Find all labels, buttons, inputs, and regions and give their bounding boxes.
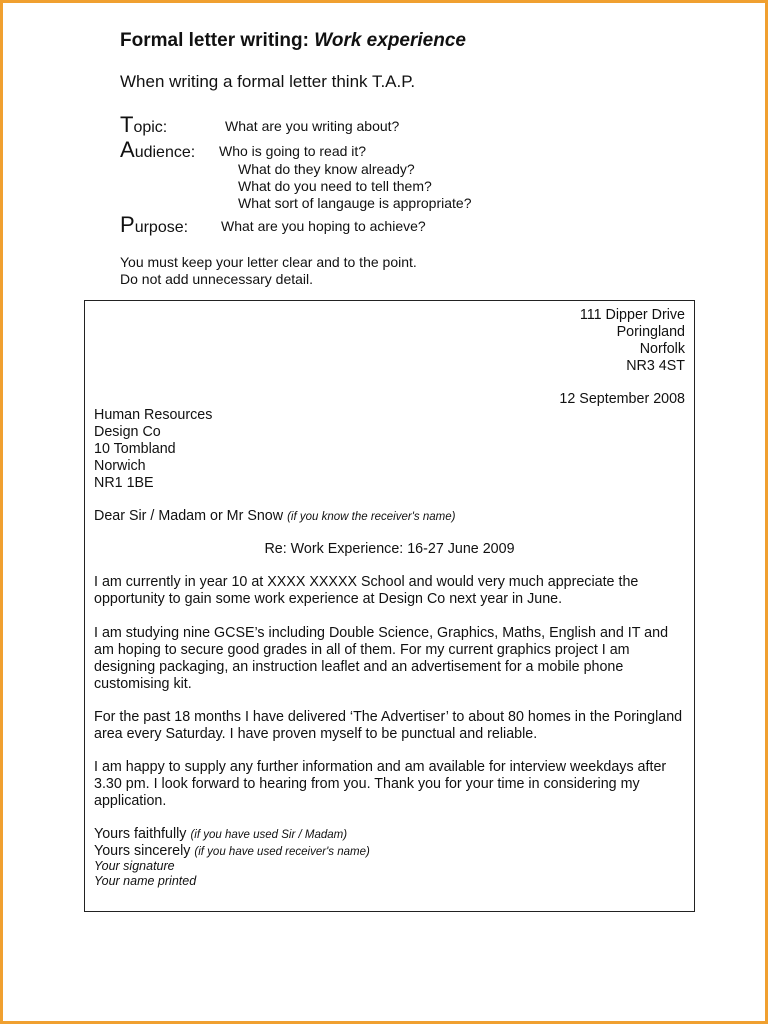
closing-sincerely-text: Yours sincerely <box>94 843 191 859</box>
closing-faithfully <box>94 826 347 844</box>
note-line: Do not add unnecessary detail. <box>120 271 314 287</box>
salutation <box>94 508 455 526</box>
tap-purpose-question: What are you hoping to achieve? <box>221 218 426 234</box>
recipient-address-line: 10 Tombland <box>94 441 176 457</box>
closing-faithfully-text: Yours faithfully <box>94 826 187 842</box>
closing-sincerely-note: (if you have used receiver's name) <box>194 846 370 858</box>
salutation-text: Dear Sir / Madam or Mr Snow <box>94 508 284 524</box>
page-title <box>120 30 466 52</box>
tap-audience-rest: udience: <box>134 144 196 161</box>
note-line: You must keep your letter clear and to the point. <box>120 254 417 270</box>
salutation-note: (if you know the receiver's name) <box>287 511 456 523</box>
tap-topic-rest: opic: <box>133 119 168 136</box>
title-main: Formal letter writing: <box>120 30 309 51</box>
tap-audience-initial: A <box>120 137 135 162</box>
letter-date: 12 September 2008 <box>559 391 685 407</box>
letter-paragraph: I am studying nine GCSE’s including Double Science, Graphics, Maths, English and IT and am hoping to secure good grades in all of them. For my current graphics project I am designing packaging, an instruction leaflet and an advertisement for a mobile phone customising kit. <box>94 625 669 692</box>
tap-audience-label <box>120 137 195 163</box>
recipient-address-line: NR1 1BE <box>94 475 154 491</box>
sender-address-line: NR3 4ST <box>626 358 685 374</box>
sender-address-line: Poringland <box>616 324 685 340</box>
sender-address-line: Norfolk <box>639 341 685 357</box>
tap-topic-question: What are you writing about? <box>225 118 400 134</box>
intro-text: When writing a formal letter think T.A.P. <box>120 72 416 91</box>
tap-audience-question: Who is going to read it? <box>219 143 367 159</box>
letter-paragraph: I am happy to supply any further information and am available for interview weekdays after 3.30 pm. I look forward to hearing from you. Thank you for your time in considering my application. <box>94 759 667 809</box>
recipient-address-line: Human Resources <box>94 407 213 423</box>
recipient-address-line: Norwich <box>94 458 146 474</box>
tap-topic-initial: T <box>120 112 134 137</box>
tap-purpose-initial: P <box>120 212 135 237</box>
tap-audience-question: What do they know already? <box>238 161 415 177</box>
tap-purpose-rest: urpose: <box>134 219 189 236</box>
title-italic: Work experience <box>314 30 466 51</box>
closing-faithfully-note: (if you have used Sir / Madam) <box>190 829 348 841</box>
recipient-address-line: Design Co <box>94 424 161 440</box>
letter-paragraph: For the past 18 months I have delivered ‘The Advertiser’ to about 80 homes in the Poringland area every Saturday. I have proven myself to be punctual and reliable. <box>94 709 683 742</box>
letter-paragraph: I am currently in year 10 at XXXX XXXXX School and would very much appreciate the opportunity to gain some work experience at Design Co next year in June. <box>94 574 639 607</box>
tap-purpose-label <box>120 212 188 238</box>
name-hint: Your name printed <box>94 874 197 888</box>
tap-topic-label <box>120 112 167 138</box>
tap-audience-question: What sort of langauge is appropriate? <box>238 195 472 211</box>
letter-subject: Re: Work Experience: 16-27 June 2009 <box>264 541 515 557</box>
signature-hint: Your signature <box>94 859 175 873</box>
sender-address-line: 111 Dipper Drive <box>579 307 685 323</box>
example-letter <box>84 300 695 912</box>
tap-audience-question: What do you need to tell them? <box>238 178 432 194</box>
